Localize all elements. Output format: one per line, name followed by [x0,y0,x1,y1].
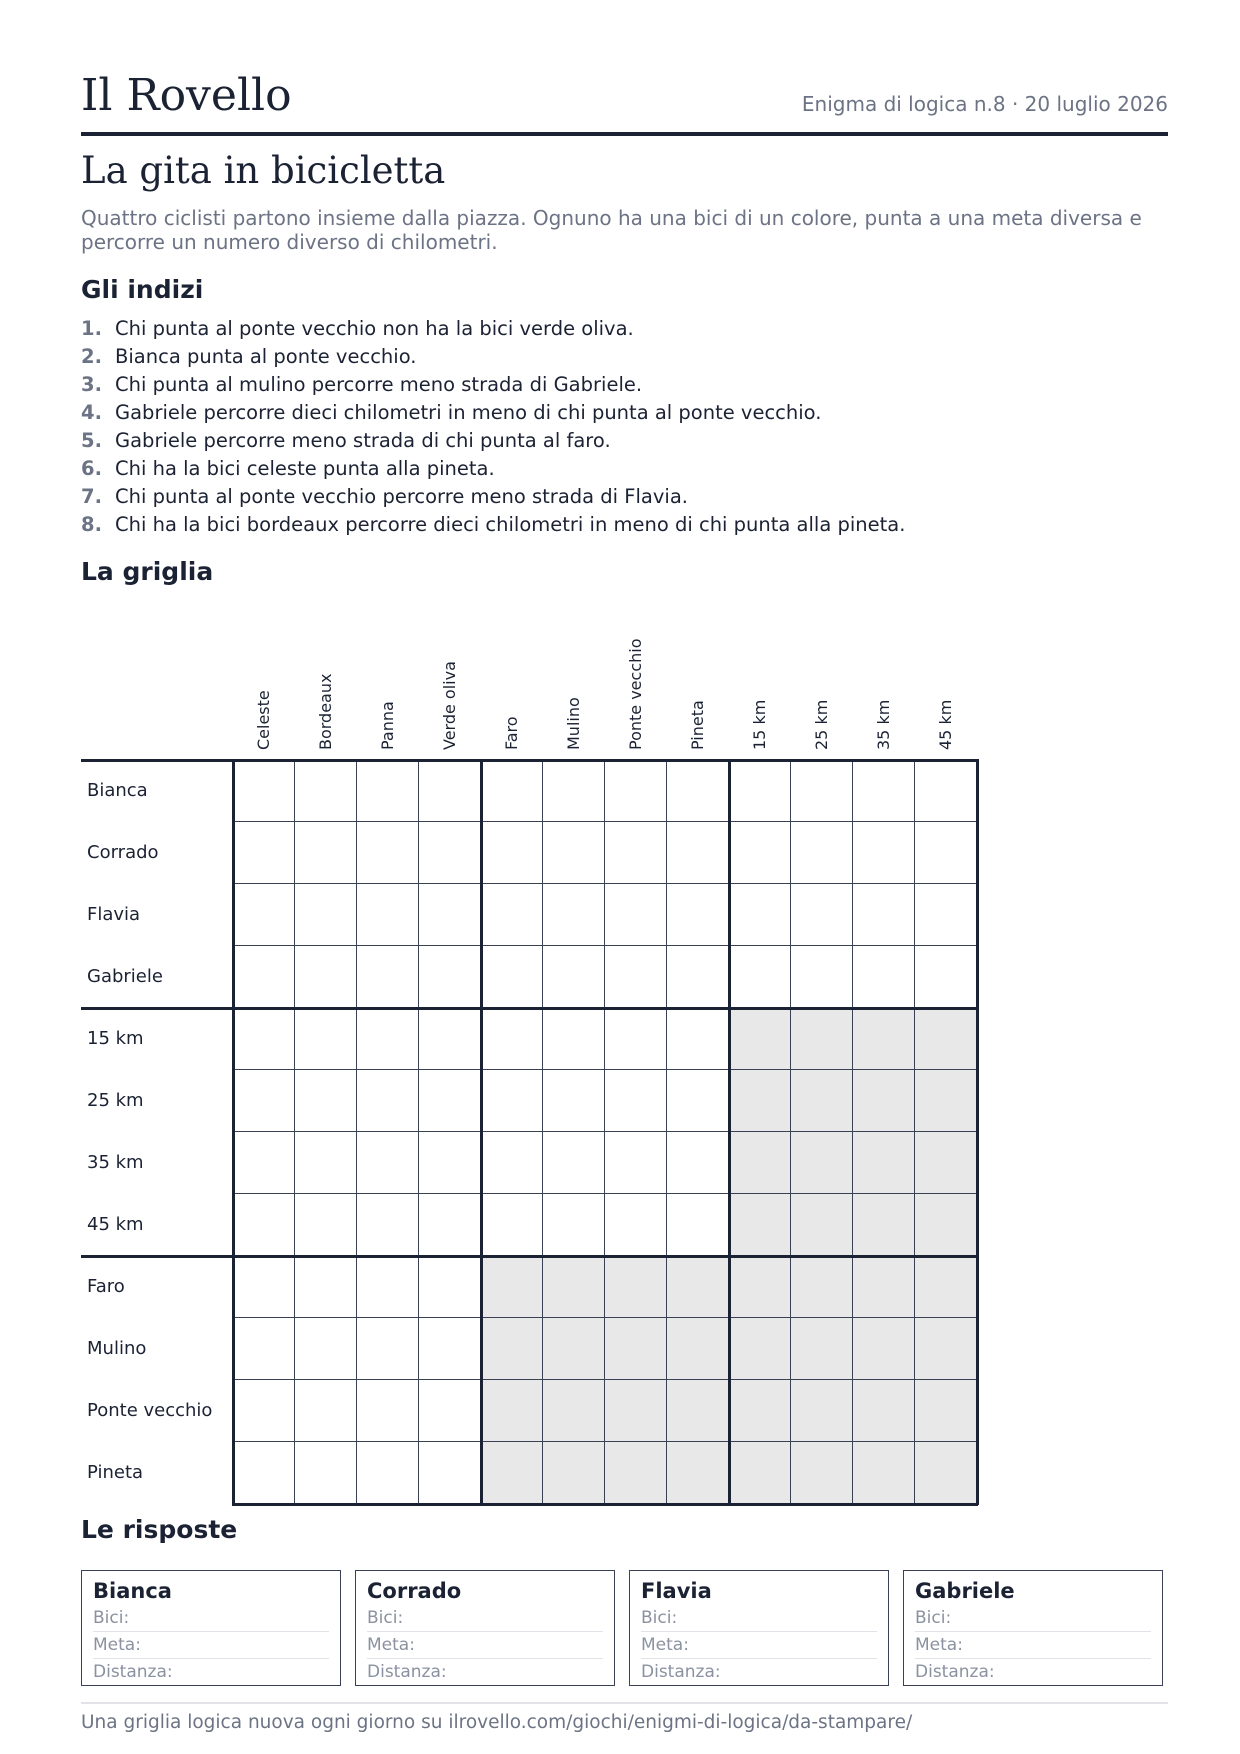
clues-heading: Gli indizi [81,275,204,304]
column-label: 35 km [874,699,893,750]
clue-item [81,455,905,483]
grid-cell[interactable] [295,884,357,946]
grid-cell[interactable] [667,822,729,884]
grid-cell[interactable] [357,1442,419,1504]
grid-cell-blocked [729,1256,791,1318]
clue-number: 5. [81,429,102,452]
answer-card-bianca [81,1570,341,1686]
grid-cell[interactable] [419,946,481,1008]
grid-cell[interactable] [605,946,667,1008]
grid-cell-blocked [791,1070,853,1132]
grid-cell-blocked [481,1442,543,1504]
grid-cell[interactable] [357,760,419,822]
grid-cell[interactable] [233,760,295,822]
grid-cell[interactable] [791,760,853,822]
row-label: 45 km [87,1214,144,1235]
answer-field[interactable]: Distanza: [93,1662,173,1682]
column-label: 15 km [750,699,769,750]
clue-item [81,399,905,427]
grid-cell[interactable] [233,884,295,946]
answer-field[interactable]: Bici: [93,1605,329,1632]
grid-cell[interactable] [295,822,357,884]
grid-bottom-rule [232,1503,978,1506]
grid-cell[interactable] [233,1442,295,1504]
row-label: Gabriele [87,966,163,987]
grid-cell-blocked [605,1442,667,1504]
grid-cell-blocked [729,1380,791,1442]
brand-logo: Il Rovello [81,70,292,121]
column-label: 25 km [812,699,831,750]
grid-cell[interactable] [605,822,667,884]
answer-field[interactable]: Distanza: [641,1662,721,1682]
grid-cell-blocked [481,1256,543,1318]
grid-cell[interactable] [481,1132,543,1194]
grid-cell-blocked [667,1380,729,1442]
clue-number: 8. [81,513,102,536]
answer-card-name: Corrado [367,1579,462,1603]
clue-number: 1. [81,317,102,340]
grid-cell[interactable] [419,1318,481,1380]
grid-cell[interactable] [791,884,853,946]
grid-cell[interactable] [543,1194,605,1256]
grid-cell[interactable] [667,1070,729,1132]
grid-cell-blocked [853,1256,915,1318]
grid-cell[interactable] [357,822,419,884]
grid-cell[interactable] [853,946,915,1008]
grid-cell-blocked [729,1194,791,1256]
grid-cell-blocked [791,1256,853,1318]
grid-cell[interactable] [295,1442,357,1504]
grid-cell[interactable] [295,1070,357,1132]
row-label: Faro [87,1276,125,1297]
puzzle-intro: Quattro ciclisti partono insieme dalla piazza. Ognuno ha una bici di un colore, punta a una meta diversa e percorre un numero diverso di chilometri. [81,206,1142,254]
grid-heading: La griglia [81,557,214,586]
grid-cell-blocked [853,1318,915,1380]
grid-cell-blocked [543,1442,605,1504]
grid-cell[interactable] [233,946,295,1008]
answer-card-name: Bianca [93,1579,172,1603]
grid-cell[interactable] [667,1008,729,1070]
grid-cell[interactable] [357,1256,419,1318]
grid-cell[interactable] [667,1194,729,1256]
grid-cell[interactable] [233,1256,295,1318]
grid-cell-blocked [667,1256,729,1318]
answer-field[interactable]: Meta: [641,1632,877,1659]
answer-field[interactable]: Distanza: [367,1662,447,1682]
grid-cell-blocked [729,1318,791,1380]
grid-cell[interactable] [357,1008,419,1070]
group-separator-horizontal [81,1255,978,1258]
clue-text: Chi punta al mulino percorre meno strada di Gabriele. [115,373,643,396]
row-label: Bianca [87,780,148,801]
grid-cell-blocked [853,1194,915,1256]
grid-cell[interactable] [543,1008,605,1070]
grid-row-header-rule [81,759,233,762]
grid-cell[interactable] [357,1380,419,1442]
grid-cell[interactable] [481,1194,543,1256]
column-label: 45 km [936,699,955,750]
grid-cell[interactable] [295,1008,357,1070]
grid-cell-blocked [791,1442,853,1504]
answer-field[interactable]: Distanza: [915,1662,995,1682]
clue-item [81,511,905,539]
grid-cell[interactable] [295,1256,357,1318]
answer-field[interactable]: Bici: [367,1605,603,1632]
grid-cell[interactable] [791,946,853,1008]
masthead [81,70,1168,136]
grid-cell-blocked [791,1318,853,1380]
grid-cell[interactable] [357,1318,419,1380]
grid-cell-blocked [791,1380,853,1442]
grid-cell[interactable] [419,1256,481,1318]
clue-text: Chi punta al ponte vecchio non ha la bici verde oliva. [115,317,634,340]
row-label: Ponte vecchio [87,1400,213,1421]
grid-cell-blocked [915,1442,977,1504]
grid-cell[interactable] [481,884,543,946]
grid-cell[interactable] [357,884,419,946]
grid-cell[interactable] [419,1008,481,1070]
grid-cell[interactable] [915,946,977,1008]
grid-cell[interactable] [667,946,729,1008]
column-label: Faro [502,716,521,750]
grid-cell[interactable] [481,1070,543,1132]
grid-right-rule [976,759,979,1505]
logic-grid [81,600,1001,1520]
grid-cell[interactable] [295,760,357,822]
clue-item [81,371,905,399]
grid-cell[interactable] [481,1008,543,1070]
grid-cell-blocked [481,1318,543,1380]
grid-cell[interactable] [605,1008,667,1070]
column-label: Celeste [254,690,273,750]
answer-field[interactable]: Bici: [641,1605,877,1632]
issue-info: Enigma di logica n.8 · 20 luglio 2026 [801,92,1168,116]
grid-cell[interactable] [853,760,915,822]
grid-cell[interactable] [915,822,977,884]
grid-cell[interactable] [295,1318,357,1380]
grid-cell[interactable] [419,1380,481,1442]
clue-item [81,343,905,371]
grid-cell-blocked [791,1132,853,1194]
grid-cell[interactable] [543,946,605,1008]
grid-cell-blocked [667,1442,729,1504]
grid-cell-blocked [853,1380,915,1442]
row-label: 35 km [87,1152,144,1173]
row-label: Flavia [87,904,141,925]
grid-cell-blocked [667,1318,729,1380]
grid-cell[interactable] [915,884,977,946]
clues-list [81,315,905,539]
grid-cell-blocked [729,1132,791,1194]
grid-cell[interactable] [667,760,729,822]
grid-cell[interactable] [357,946,419,1008]
grid-cell-blocked [543,1380,605,1442]
grid-cell[interactable] [605,760,667,822]
clue-text: Gabriele percorre dieci chilometri in meno di chi punta al ponte vecchio. [115,401,822,424]
clue-item [81,315,905,343]
grid-cell-blocked [915,1256,977,1318]
answers-heading: Le risposte [81,1515,238,1544]
grid-cell[interactable] [419,822,481,884]
row-label: Mulino [87,1338,147,1359]
clue-text: Chi ha la bici bordeaux percorre dieci chilometri in meno di chi punta alla pineta. [115,513,906,536]
grid-cell[interactable] [295,1380,357,1442]
grid-cell[interactable] [419,1132,481,1194]
grid-cell-blocked [915,1194,977,1256]
grid-cell-blocked [791,1194,853,1256]
grid-cell[interactable] [729,822,791,884]
grid-cell[interactable] [419,1070,481,1132]
grid-cell[interactable] [357,1194,419,1256]
row-label: Corrado [87,842,159,863]
answer-card-name: Flavia [641,1579,712,1603]
footer-note: Una griglia logica nuova ogni giorno su ilrovello.com/giochi/enigmi-di-logica/da-stampare/ [81,1702,1168,1735]
grid-cell[interactable] [543,822,605,884]
grid-top-rule [232,759,978,762]
row-label: 25 km [87,1090,144,1111]
clue-number: 3. [81,373,102,396]
grid-cell[interactable] [853,822,915,884]
grid-cell[interactable] [481,822,543,884]
grid-cell[interactable] [233,1132,295,1194]
grid-cell-blocked [543,1318,605,1380]
answer-card-name: Gabriele [915,1579,1015,1603]
grid-cell[interactable] [543,884,605,946]
puzzle-title: La gita in bicicletta [81,149,446,192]
answer-field[interactable]: Meta: [367,1632,603,1659]
grid-cell-blocked [915,1132,977,1194]
grid-cell[interactable] [729,760,791,822]
row-label: Pineta [87,1462,144,1483]
grid-cell[interactable] [605,884,667,946]
grid-cell[interactable] [667,884,729,946]
answer-field[interactable]: Meta: [915,1632,1151,1659]
grid-cell-blocked [729,1070,791,1132]
clue-number: 6. [81,457,102,480]
grid-cell[interactable] [605,1132,667,1194]
grid-cell-blocked [915,1008,977,1070]
grid-cell-blocked [853,1442,915,1504]
column-label: Panna [378,701,397,750]
grid-left-rule [232,759,235,1505]
grid-cell[interactable] [729,946,791,1008]
grid-cell-blocked [543,1256,605,1318]
clue-number: 7. [81,485,102,508]
answer-card-flavia [629,1570,889,1686]
grid-cell[interactable] [481,760,543,822]
grid-cell-blocked [853,1008,915,1070]
column-label: Verde oliva [440,661,459,750]
answer-field[interactable]: Bici: [915,1605,1151,1632]
column-label: Ponte vecchio [626,638,645,750]
grid-cell-blocked [605,1380,667,1442]
grid-cell[interactable] [233,1194,295,1256]
column-label: Pineta [688,700,707,750]
grid-cell[interactable] [791,822,853,884]
grid-cell[interactable] [233,1008,295,1070]
grid-cell-blocked [481,1380,543,1442]
grid-cell[interactable] [295,1132,357,1194]
grid-cell[interactable] [915,760,977,822]
column-label: Bordeaux [316,673,335,750]
grid-cell[interactable] [481,946,543,1008]
grid-cell[interactable] [543,760,605,822]
grid-cell[interactable] [233,822,295,884]
grid-cell[interactable] [605,1070,667,1132]
grid-cell[interactable] [233,1318,295,1380]
grid-cell[interactable] [295,946,357,1008]
clue-text: Gabriele percorre meno strada di chi punta al faro. [115,429,611,452]
clue-item [81,427,905,455]
grid-cell-blocked [729,1008,791,1070]
grid-cell[interactable] [729,884,791,946]
grid-cell[interactable] [419,884,481,946]
group-separator-vertical [728,759,731,1505]
grid-cell[interactable] [295,1194,357,1256]
grid-cell[interactable] [357,1132,419,1194]
grid-cell[interactable] [357,1070,419,1132]
row-label: 15 km [87,1028,144,1049]
grid-cell[interactable] [233,1380,295,1442]
clue-number: 4. [81,401,102,424]
clue-text: Chi ha la bici celeste punta alla pineta. [115,457,495,480]
grid-cell-blocked [729,1442,791,1504]
grid-cell-blocked [915,1070,977,1132]
grid-cell[interactable] [419,1194,481,1256]
clue-text: Chi punta al ponte vecchio percorre meno strada di Flavia. [115,485,688,508]
answer-cards [81,1570,1168,1686]
answer-card-corrado [355,1570,615,1686]
group-separator-vertical [480,759,483,1505]
group-separator-horizontal [81,1007,978,1010]
clue-text: Bianca punta al ponte vecchio. [115,345,417,368]
clue-item [81,483,905,511]
column-label: Mulino [564,697,583,750]
grid-cell-blocked [605,1318,667,1380]
grid-cell-blocked [791,1008,853,1070]
grid-cell-blocked [853,1070,915,1132]
grid-cell[interactable] [419,760,481,822]
grid-cell[interactable] [233,1070,295,1132]
grid-cell-blocked [853,1132,915,1194]
grid-cell[interactable] [543,1132,605,1194]
grid-cell-blocked [915,1380,977,1442]
grid-cell-blocked [605,1256,667,1318]
clue-number: 2. [81,345,102,368]
grid-cell[interactable] [605,1194,667,1256]
grid-cell-blocked [915,1318,977,1380]
grid-cell[interactable] [419,1442,481,1504]
grid-cell[interactable] [667,1132,729,1194]
grid-cell[interactable] [853,884,915,946]
grid-cell[interactable] [543,1070,605,1132]
answer-card-gabriele [903,1570,1163,1686]
answer-field[interactable]: Meta: [93,1632,329,1659]
